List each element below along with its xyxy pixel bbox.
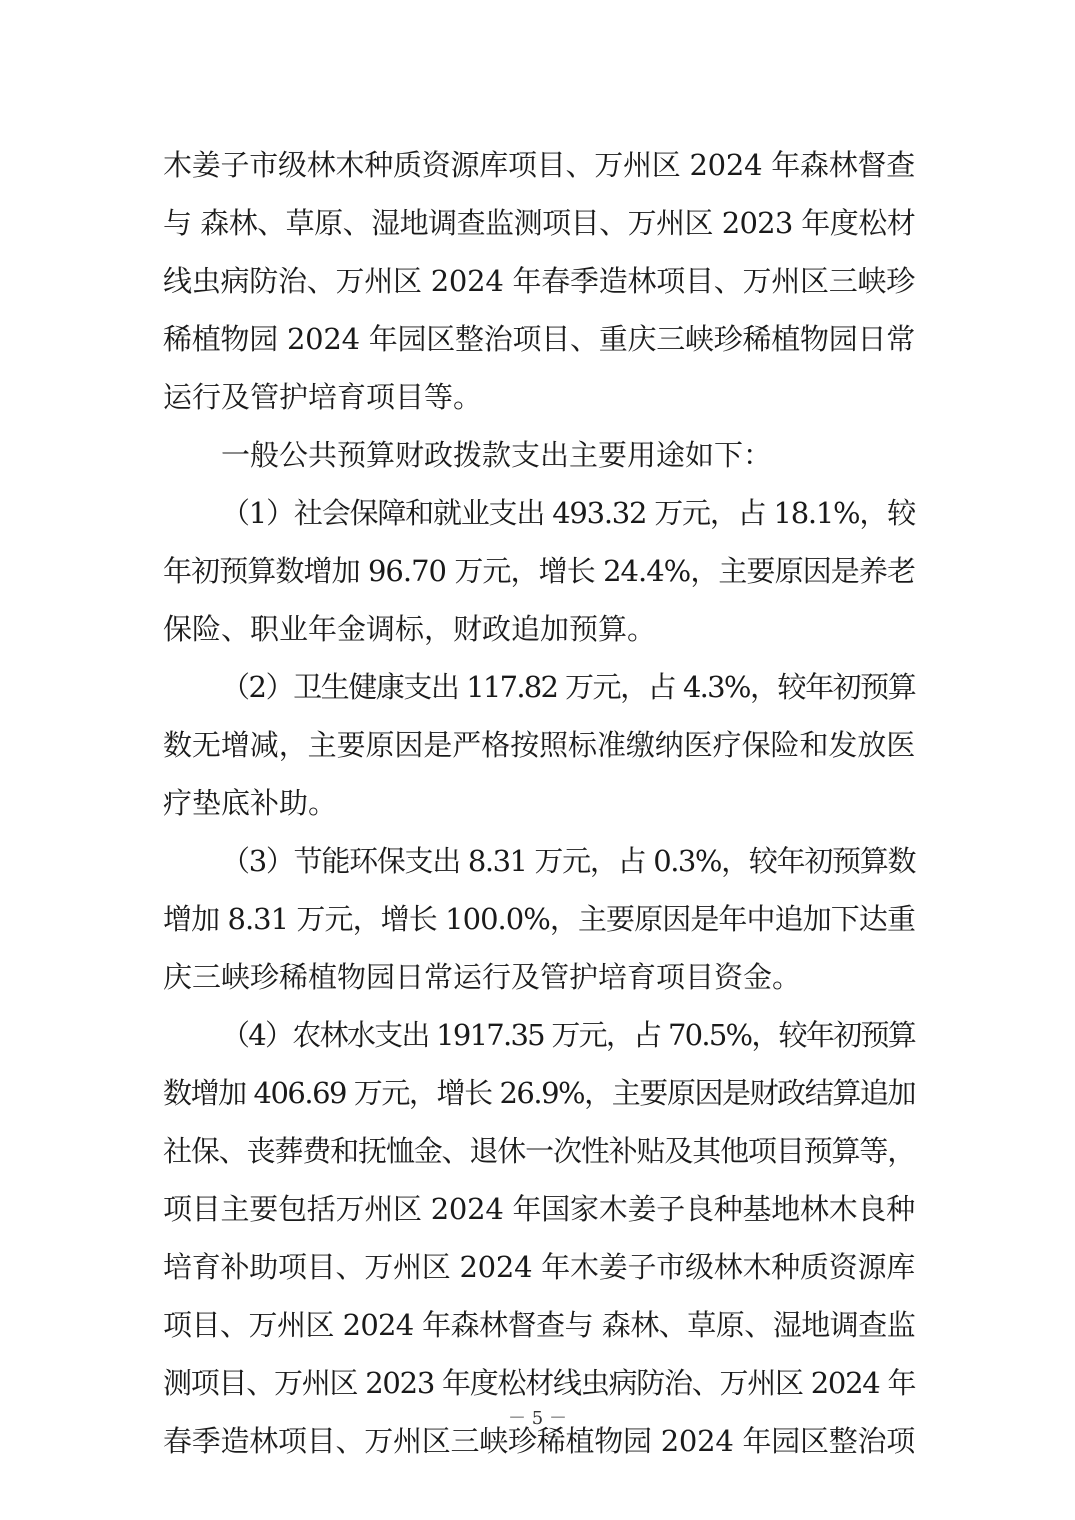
text-line: 稀植物园 2024 年园区整治项目、重庆三峡珍稀植物园日常 <box>163 322 915 356</box>
text-line: 与 森林、草原、湿地调查监测项目、万州区 2023 年度松材 <box>163 206 915 240</box>
text-line: 数无增减，主要原因是严格按照标准缴纳医疗保险和发放医 <box>163 728 915 762</box>
text-line: 线虫病防治、万州区 2024 年春季造林项目、万州区三峡珍 <box>163 264 915 298</box>
text-line: 春季造林项目、万州区三峡珍稀植物园 2024 年园区整治项 <box>163 1424 915 1458</box>
text-line: 一般公共预算财政拨款支出主要用途如下： <box>221 438 773 472</box>
text-line: 项目、万州区 2024 年森林督查与 森林、草原、湿地调查监 <box>163 1308 915 1342</box>
text-line: （2）卫生健康支出 117.82 万元，占 4.3%，较年初预算 <box>221 670 915 704</box>
text-line: 社保、丧葬费和抚恤金、退休一次性补贴及其他项目预算等， <box>163 1134 915 1168</box>
text-line: 庆三峡珍稀植物园日常运行及管护培育项目资金。 <box>163 960 802 994</box>
text-line: 疗垫底补助。 <box>163 786 338 820</box>
body-text <box>163 136 915 1470</box>
text-line: 运行及管护培育项目等。 <box>163 380 483 414</box>
text-line: 培育补助项目、万州区 2024 年木姜子市级林木种质资源库 <box>163 1250 915 1284</box>
text-line: 增加 8.31 万元，增长 100.0%，主要原因是年中追加下达重 <box>163 902 915 936</box>
text-line: 项目主要包括万州区 2024 年国家木姜子良种基地林木良种 <box>163 1192 915 1226</box>
page-number: － 5 － <box>508 1408 567 1429</box>
text-line: 年初预算数增加 96.70 万元，增长 24.4%，主要原因是养老 <box>163 554 915 588</box>
text-line: 测项目、万州区 2023 年度松材线虫病防治、万州区 2024 年 <box>163 1366 916 1400</box>
text-line: （4）农林水支出 1917.35 万元，占 70.5%，较年初预算 <box>221 1018 915 1052</box>
text-line: （3）节能环保支出 8.31 万元，占 0.3%，较年初预算数 <box>221 844 915 878</box>
text-line: 保险、职业年金调标，财政追加预算。 <box>163 612 657 646</box>
text-line: （1）社会保障和就业支出 493.32 万元，占 18.1%，较 <box>221 496 915 530</box>
text-line: 数增加 406.69 万元，增长 26.9%，主要原因是财政结算追加 <box>163 1076 915 1110</box>
text-line: 木姜子市级林木种质资源库项目、万州区 2024 年森林督查 <box>163 148 915 182</box>
